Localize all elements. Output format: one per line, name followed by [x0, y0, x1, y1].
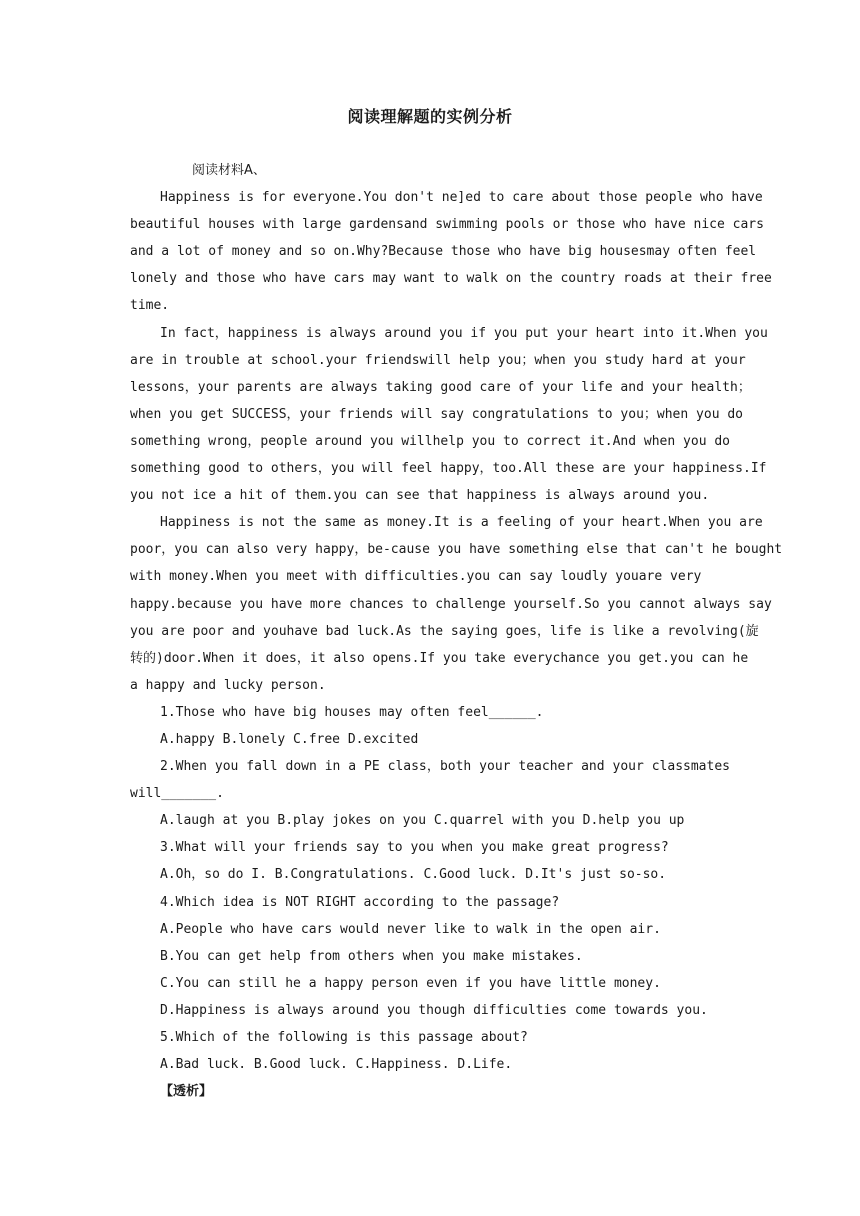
text-line: time. [130, 298, 170, 314]
question-option: B.You can get help from others when you make mistakes. [160, 948, 583, 964]
question-4 [130, 889, 730, 1024]
question-options: A.Bad luck. B.Good luck. C.Happiness. D.Life. [160, 1057, 513, 1073]
question-text: 1.Those who have big houses may often feel______. [160, 704, 544, 720]
question-text: 4.Which idea is NOT RIGHT according to the passage? [160, 894, 560, 910]
text-line: and a lot of money and so on.Why?Because those who have big housesmay often feel [130, 244, 757, 260]
text-line: poor，you can also very happy，be-cause you have something else that can't he bought [130, 542, 783, 558]
text-line: when you get SUCCESS，your friends will say congratulations to you；when you do [130, 406, 743, 422]
text-line: Happiness is not the same as money.It is a feeling of your heart.When you are [160, 515, 763, 531]
text-line: 转的)door.When it does，it also opens.If you take everychance you get.you can he [130, 650, 749, 666]
paragraph-2 [130, 320, 768, 510]
question-text: 2.When you fall down in a PE class，both your teacher and your classmates [160, 759, 730, 775]
text-line: Happiness is for everyone.You don't ne]ed to care about those people who have [160, 190, 763, 206]
text-line: beautiful houses with large gardensand swimming pools or those who have nice cars [130, 217, 764, 233]
document-body [130, 157, 783, 1105]
text-line: happy.because you have more chances to challenge yourself.So you cannot always say [130, 596, 772, 612]
material-label: 阅读材料A、 [192, 163, 266, 178]
text-line: a happy and lucky person. [130, 677, 326, 693]
paragraph-3 [130, 509, 783, 699]
question-3 [130, 834, 730, 888]
question-text: 5.Which of the following is this passage about? [160, 1030, 528, 1045]
question-options: A.Oh，so do I. B.Congratulations. C.Good luck. D.It's just so-so. [160, 867, 667, 883]
text-line: lessons，your parents are always taking good care of your life and your health； [130, 379, 751, 395]
text-line: something good to others，you will feel happy，too.All these are your happiness.If [130, 461, 767, 477]
text-line: lonely and those who have cars may want to walk on the country roads at their free [130, 271, 772, 287]
text-line: are in trouble at school.your friendswill help you；when you study hard at your [130, 352, 746, 368]
question-text: 3.What will your friends say to you when you make great progress? [160, 840, 669, 856]
question-text-continued: will_______. [130, 786, 224, 802]
text-line: with money.When you meet with difficulties.you can say loudly youare very [130, 569, 702, 585]
question-option: C.You can still he a happy person even if you have little money. [160, 975, 661, 991]
paragraph-1 [130, 184, 772, 319]
question-options: A.laugh at you B.play jokes on you C.quarrel with you D.help you up [160, 813, 685, 829]
page-title: 阅读理解题的实例分析 [347, 107, 513, 126]
analysis-label: 【透析】 [160, 1084, 213, 1100]
text-line: In fact，happiness is always around you if you put your heart into it.When you [160, 325, 768, 341]
text-line: you not ice a hit of them.you can see that happiness is always around you. [130, 488, 710, 504]
question-option: A.People who have cars would never like to walk in the open air. [160, 921, 661, 937]
question-2 [130, 753, 730, 834]
question-5 [130, 1024, 730, 1078]
question-1 [130, 699, 730, 753]
text-line: you are poor and youhave bad luck.As the saying goes，life is like a revolving(旋 [130, 623, 759, 639]
question-options: A.happy B.lonely C.free D.excited [160, 731, 419, 747]
question-option: D.Happiness is always around you though difficulties come towards you. [160, 1002, 708, 1018]
text-line: something wrong，people around you willhelp you to correct it.And when you do [130, 433, 730, 449]
